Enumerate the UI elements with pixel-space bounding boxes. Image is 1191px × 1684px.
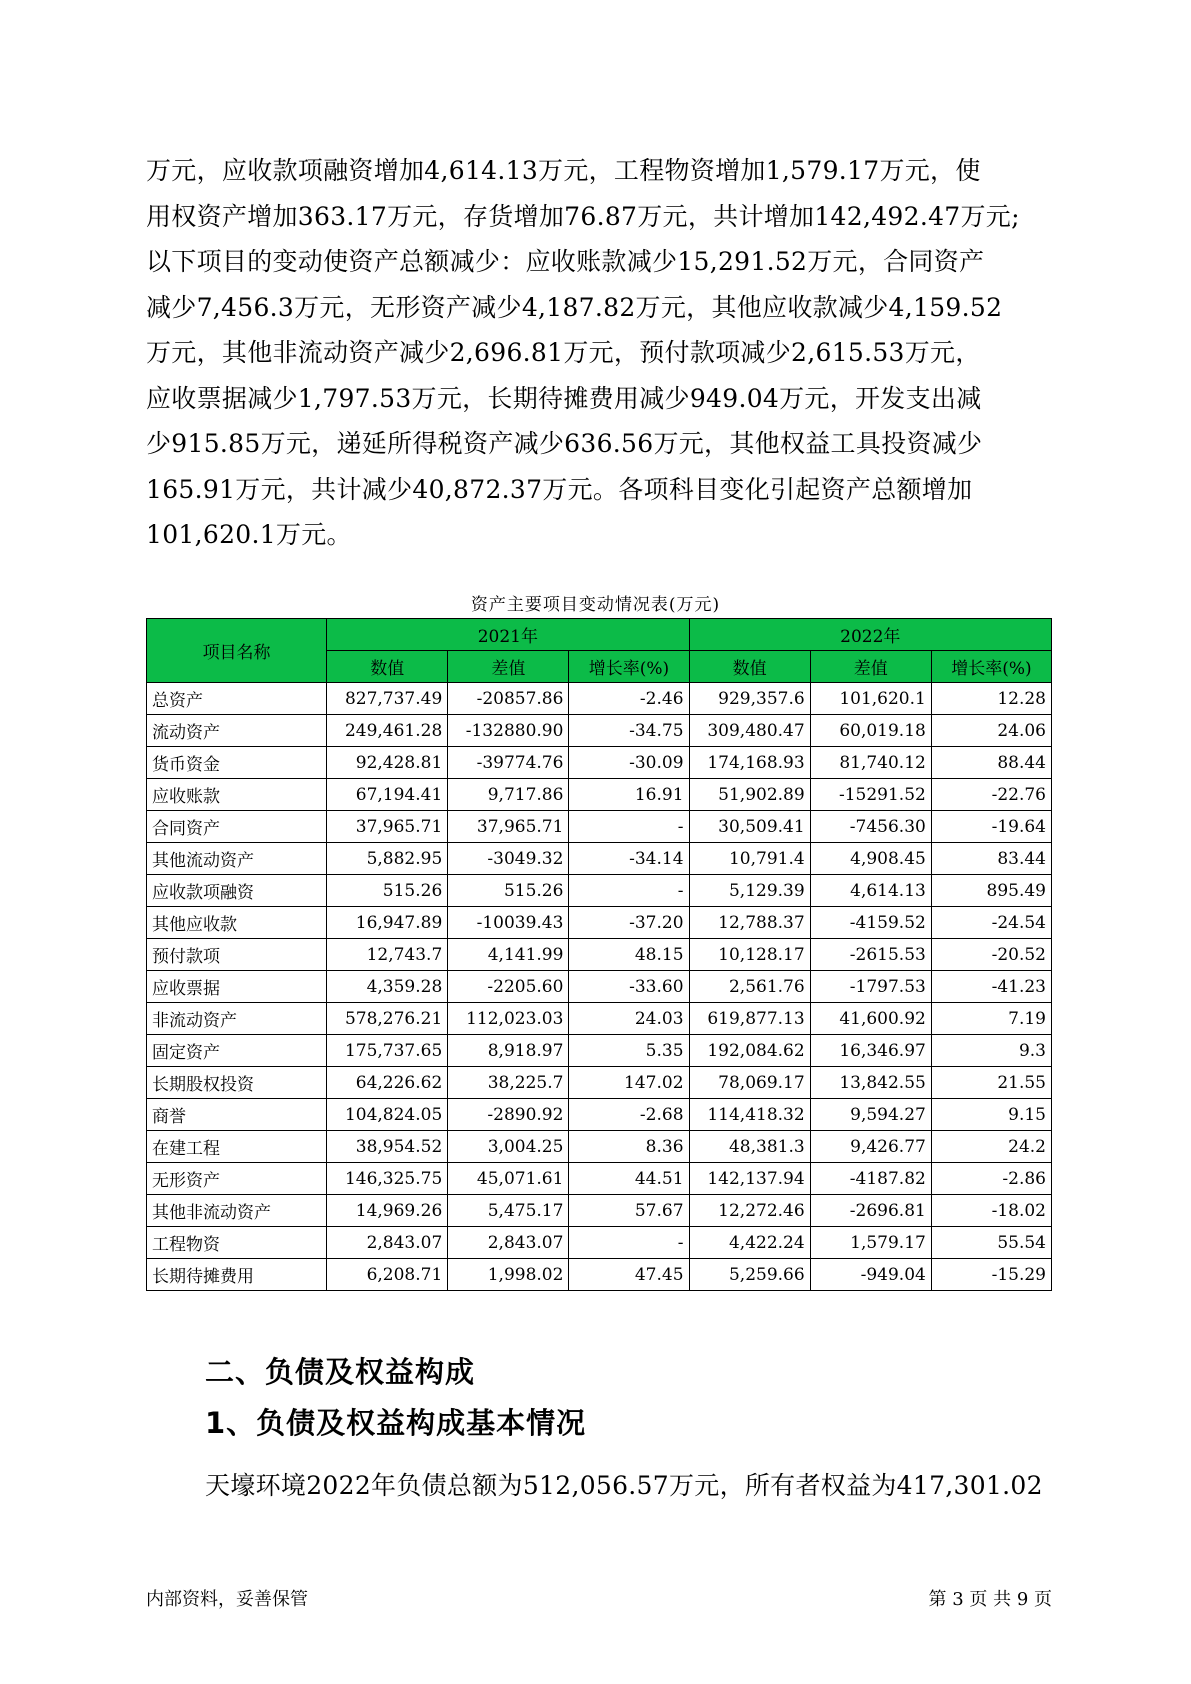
growth-2021-cell: 47.45 [569,1259,689,1291]
value-2021-cell: 827,737.49 [327,683,448,715]
header-year-2021: 2021年 [327,619,689,651]
diff-2021-cell: 3,004.25 [448,1131,569,1163]
paragraph-line: 以下项目的变动使资产总额减少：应收账款减少15,291.52万元，合同资产 [146,247,985,276]
value-2022-cell: 174,168.93 [689,747,810,779]
diff-2021-cell: -132880.90 [448,715,569,747]
value-2021-cell: 578,276.21 [327,1003,448,1035]
growth-2021-cell: -37.20 [569,907,689,939]
diff-2022-cell: 13,842.55 [810,1067,931,1099]
growth-2021-cell: 147.02 [569,1067,689,1099]
value-2022-cell: 12,272.46 [689,1195,810,1227]
growth-2021-cell: - [569,875,689,907]
diff-2021-cell: -2890.92 [448,1099,569,1131]
paragraph-line: 少915.85万元，递延所得税资产减少636.56万元，其他权益工具投资减少 [146,429,983,458]
header-growth-2021: 增长率(%) [569,651,689,683]
growth-2022-cell: 9.15 [931,1099,1051,1131]
item-name-cell: 工程物资 [147,1227,327,1259]
value-2022-cell: 114,418.32 [689,1099,810,1131]
growth-2021-cell: -30.09 [569,747,689,779]
value-2021-cell: 92,428.81 [327,747,448,779]
diff-2022-cell: 81,740.12 [810,747,931,779]
diff-2022-cell: 60,019.18 [810,715,931,747]
value-2021-cell: 37,965.71 [327,811,448,843]
item-name-cell: 应收账款 [147,779,327,811]
footer-page-number: 第 3 页 共 9 页 [928,1589,1052,1610]
paragraph-line: 应收票据减少1,797.53万元，长期待摊费用减少949.04万元，开发支出减 [146,383,982,413]
value-2022-cell: 619,877.13 [689,1003,810,1035]
growth-2021-cell: 57.67 [569,1195,689,1227]
diff-2021-cell: 515.26 [448,875,569,907]
diff-2021-cell: 112,023.03 [448,1003,569,1035]
diff-2022-cell: -1797.53 [810,971,931,1003]
growth-2022-cell: -15.29 [931,1259,1051,1291]
header-diff-2022: 差值 [810,651,931,683]
diff-2021-cell: 45,071.61 [448,1163,569,1195]
table-row [147,1227,1052,1259]
growth-2022-cell: -24.54 [931,907,1051,939]
growth-2022-cell: -41.23 [931,971,1051,1003]
diff-2021-cell: 8,918.97 [448,1035,569,1067]
growth-2021-cell: - [569,1227,689,1259]
section-paragraph: 天壕环境2022年负债总额为512,056.57万元，所有者权益为417,301.02 [205,1471,1043,1500]
diff-2021-cell: -39774.76 [448,747,569,779]
item-name-cell: 其他应收款 [147,907,327,939]
table-row [147,1163,1052,1195]
growth-2022-cell: -20.52 [931,939,1051,971]
growth-2022-cell: 55.54 [931,1227,1051,1259]
diff-2022-cell: 9,426.77 [810,1131,931,1163]
diff-2021-cell: 9,717.86 [448,779,569,811]
value-2022-cell: 10,128.17 [689,939,810,971]
item-name-cell: 预付款项 [147,939,327,971]
diff-2021-cell: -2205.60 [448,971,569,1003]
item-name-cell: 合同资产 [147,811,327,843]
growth-2022-cell: 895.49 [931,875,1051,907]
value-2022-cell: 78,069.17 [689,1067,810,1099]
diff-2021-cell: 1,998.02 [448,1259,569,1291]
value-2022-cell: 12,788.37 [689,907,810,939]
growth-2022-cell: 24.2 [931,1131,1051,1163]
diff-2022-cell: -2615.53 [810,939,931,971]
table-row [147,939,1052,971]
footer-confidential-note: 内部资料，妥善保管 [146,1589,308,1610]
item-name-cell: 长期待摊费用 [147,1259,327,1291]
growth-2022-cell: 83.44 [931,843,1051,875]
growth-2021-cell: -2.68 [569,1099,689,1131]
body-paragraph [146,148,1046,558]
item-name-cell: 商誉 [147,1099,327,1131]
table-row [147,843,1052,875]
table-row [147,683,1052,715]
diff-2021-cell: 2,843.07 [448,1227,569,1259]
item-name-cell: 应收票据 [147,971,327,1003]
value-2021-cell: 515.26 [327,875,448,907]
value-2021-cell: 6,208.71 [327,1259,448,1291]
value-2021-cell: 104,824.05 [327,1099,448,1131]
growth-2022-cell: 24.06 [931,715,1051,747]
table-row [147,1003,1052,1035]
diff-2021-cell: 4,141.99 [448,939,569,971]
value-2022-cell: 5,129.39 [689,875,810,907]
value-2022-cell: 51,902.89 [689,779,810,811]
diff-2022-cell: 9,594.27 [810,1099,931,1131]
growth-2022-cell: 9.3 [931,1035,1051,1067]
value-2021-cell: 38,954.52 [327,1131,448,1163]
value-2021-cell: 67,194.41 [327,779,448,811]
item-name-cell: 应收款项融资 [147,875,327,907]
value-2022-cell: 48,381.3 [689,1131,810,1163]
paragraph-line: 万元，应收款项融资增加4,614.13万元，工程物资增加1,579.17万元，使 [146,156,981,185]
growth-2021-cell: 24.03 [569,1003,689,1035]
growth-2021-cell: 48.15 [569,939,689,971]
header-value-2022: 数值 [689,651,810,683]
growth-2022-cell: 12.28 [931,683,1051,715]
growth-2022-cell: -19.64 [931,811,1051,843]
value-2021-cell: 12,743.7 [327,939,448,971]
item-name-cell: 流动资产 [147,715,327,747]
growth-2021-cell: -33.60 [569,971,689,1003]
growth-2021-cell: -34.14 [569,843,689,875]
header-value-2021: 数值 [327,651,448,683]
paragraph-line: 用权资产增加363.17万元，存货增加76.87万元，共计增加142,492.47万元; [146,201,1020,231]
section-heading: 二、负债及权益构成 [205,1355,476,1389]
header-growth-2022: 增长率(%) [931,651,1051,683]
diff-2021-cell: -20857.86 [448,683,569,715]
item-name-cell: 长期股权投资 [147,1067,327,1099]
table-row [147,875,1052,907]
subsection-heading: 1、负债及权益构成基本情况 [205,1406,587,1440]
table-row [147,1131,1052,1163]
value-2021-cell: 64,226.62 [327,1067,448,1099]
growth-2021-cell: -2.46 [569,683,689,715]
value-2021-cell: 175,737.65 [327,1035,448,1067]
value-2022-cell: 142,137.94 [689,1163,810,1195]
diff-2021-cell: -10039.43 [448,907,569,939]
diff-2021-cell: -3049.32 [448,843,569,875]
value-2021-cell: 14,969.26 [327,1195,448,1227]
diff-2022-cell: 4,908.45 [810,843,931,875]
header-diff-2021: 差值 [448,651,569,683]
diff-2022-cell: -2696.81 [810,1195,931,1227]
value-2022-cell: 2,561.76 [689,971,810,1003]
item-name-cell: 其他非流动资产 [147,1195,327,1227]
paragraph-line: 101,620.1万元。 [146,520,352,549]
header-year-2022: 2022年 [689,619,1051,651]
growth-2021-cell: 16.91 [569,779,689,811]
table-row [147,1195,1052,1227]
growth-2022-cell: -22.76 [931,779,1051,811]
value-2022-cell: 30,509.41 [689,811,810,843]
table-row [147,747,1052,779]
value-2022-cell: 10,791.4 [689,843,810,875]
diff-2021-cell: 38,225.7 [448,1067,569,1099]
growth-2022-cell: -2.86 [931,1163,1051,1195]
item-name-cell: 货币资金 [147,747,327,779]
growth-2021-cell: 8.36 [569,1131,689,1163]
item-name-cell: 总资产 [147,683,327,715]
item-name-cell: 在建工程 [147,1131,327,1163]
table-row [147,1259,1052,1291]
value-2021-cell: 16,947.89 [327,907,448,939]
table-title: 资产主要项目变动情况表(万元) [470,595,721,615]
growth-2021-cell: - [569,811,689,843]
value-2022-cell: 309,480.47 [689,715,810,747]
diff-2022-cell: -4159.52 [810,907,931,939]
diff-2022-cell: -7456.30 [810,811,931,843]
growth-2021-cell: 44.51 [569,1163,689,1195]
diff-2022-cell: 1,579.17 [810,1227,931,1259]
paragraph-line: 万元，其他非流动资产减少2,696.81万元，预付款项减少2,615.53万元， [146,338,981,367]
value-2022-cell: 5,259.66 [689,1259,810,1291]
asset-change-table [146,618,1052,1291]
growth-2022-cell: -18.02 [931,1195,1051,1227]
growth-2022-cell: 88.44 [931,747,1051,779]
value-2021-cell: 146,325.75 [327,1163,448,1195]
value-2021-cell: 2,843.07 [327,1227,448,1259]
diff-2022-cell: 4,614.13 [810,875,931,907]
table-row [147,1067,1052,1099]
diff-2022-cell: 16,346.97 [810,1035,931,1067]
diff-2021-cell: 37,965.71 [448,811,569,843]
table-row [147,1035,1052,1067]
value-2022-cell: 192,084.62 [689,1035,810,1067]
growth-2022-cell: 21.55 [931,1067,1051,1099]
diff-2022-cell: -4187.82 [810,1163,931,1195]
item-name-cell: 无形资产 [147,1163,327,1195]
diff-2022-cell: -15291.52 [810,779,931,811]
growth-2022-cell: 7.19 [931,1003,1051,1035]
item-name-cell: 其他流动资产 [147,843,327,875]
growth-2021-cell: 5.35 [569,1035,689,1067]
diff-2021-cell: 5,475.17 [448,1195,569,1227]
value-2022-cell: 929,357.6 [689,683,810,715]
table-row [147,971,1052,1003]
paragraph-line: 165.91万元，共计减少40,872.37万元。各项科目变化引起资产总额增加 [146,474,973,504]
table-row [147,715,1052,747]
paragraph-line: 减少7,456.3万元，无形资产减少4,187.82万元，其他应收款减少4,159.52 [146,292,1003,322]
item-name-cell: 非流动资产 [147,1003,327,1035]
header-item-name: 项目名称 [147,619,327,683]
value-2021-cell: 5,882.95 [327,843,448,875]
value-2021-cell: 249,461.28 [327,715,448,747]
value-2021-cell: 4,359.28 [327,971,448,1003]
growth-2021-cell: -34.75 [569,715,689,747]
diff-2022-cell: 41,600.92 [810,1003,931,1035]
table-row [147,779,1052,811]
table-row [147,907,1052,939]
table-header-row-years [147,619,1052,651]
diff-2022-cell: -949.04 [810,1259,931,1291]
diff-2022-cell: 101,620.1 [810,683,931,715]
table-row [147,811,1052,843]
table-row [147,1099,1052,1131]
item-name-cell: 固定资产 [147,1035,327,1067]
value-2022-cell: 4,422.24 [689,1227,810,1259]
